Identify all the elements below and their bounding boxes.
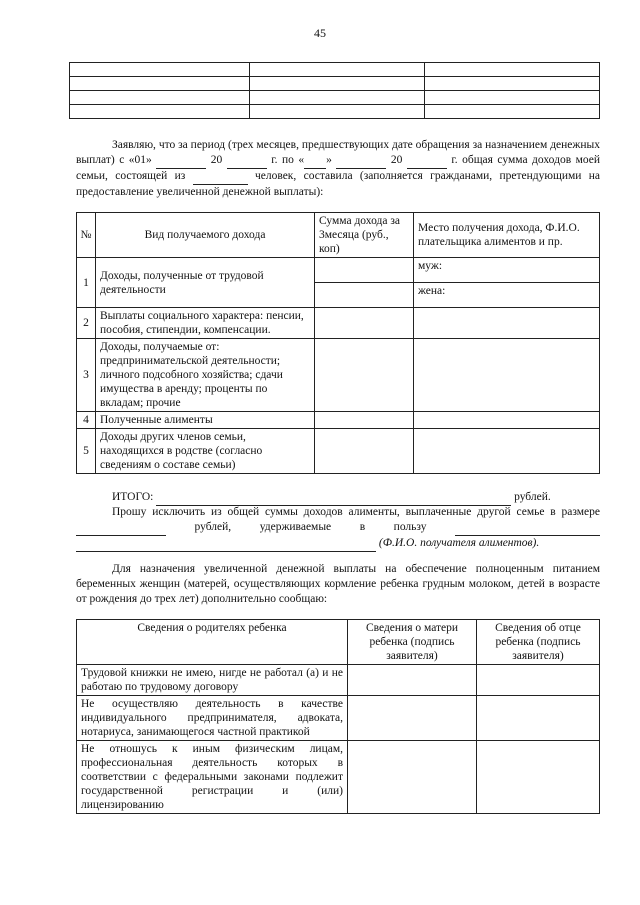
row-income-type: Выплаты социального характера: пенсии, пособия, стипендии, компенсации. bbox=[96, 308, 315, 339]
continuation-table bbox=[69, 62, 600, 119]
amount-cell[interactable] bbox=[315, 412, 414, 429]
date-from-day-field[interactable] bbox=[156, 153, 206, 169]
header-income-source: Место получения дохода, Ф.И.О. плательщика алиментов и пр. bbox=[414, 213, 600, 258]
parents-row-label: Не осуществляю деятельность в качестве индивидуального предпринимателя, адвоката, нотариуса, занимающегося частной практикой bbox=[77, 696, 348, 741]
parents-row-label: Не отношусь к иным физическим лицам, профессиональная деятельность которых в соответствии с федеральными законами подлежит государственной регистрации и (или) лицензированию bbox=[77, 741, 348, 814]
source-cell[interactable] bbox=[414, 308, 600, 339]
mother-signature-cell[interactable] bbox=[348, 696, 477, 741]
additional-paragraph: Для назначения увеличенной денежной выплаты на обеспечение полноценным питанием беременных женщин (матерей, осуществляющих кормление ребенка грудным молоком, детей в возрасте от рождения до трех лет) дополнительно сообщаю: bbox=[76, 563, 600, 605]
page-number: 45 bbox=[314, 26, 326, 40]
alimony-recipient-field[interactable] bbox=[455, 520, 600, 536]
amount-cell[interactable] bbox=[315, 283, 414, 308]
header-mother-info: Сведения о матери ребенка (подпись заявителя) bbox=[348, 620, 477, 665]
row-number: 1 bbox=[77, 258, 96, 308]
wife-source-cell[interactable]: жена: bbox=[414, 283, 600, 308]
row-number: 2 bbox=[77, 308, 96, 339]
family-size-field[interactable] bbox=[193, 169, 248, 185]
row-number: 4 bbox=[77, 412, 96, 429]
amount-cell[interactable] bbox=[315, 339, 414, 412]
row-income-type: Доходы других членов семьи, находящихся в родстве (согласно сведениям о составе семьи) bbox=[96, 429, 315, 474]
total-line bbox=[112, 490, 600, 506]
header-number: № bbox=[77, 213, 96, 258]
row-number: 5 bbox=[77, 429, 96, 474]
total-unit: рублей. bbox=[514, 491, 551, 503]
amount-cell[interactable] bbox=[315, 308, 414, 339]
alimony-amount-field[interactable] bbox=[76, 520, 166, 536]
row-income-type: Полученные алименты bbox=[96, 412, 315, 429]
total-field[interactable] bbox=[156, 490, 511, 506]
row-income-type: Доходы, получаемые от: предпринимательской деятельности; личного подсобного хозяйства; сдачи имущества в аренду; проценты по вкладам; прочие bbox=[96, 339, 315, 412]
header-parents-info: Сведения о родителях ребенка bbox=[77, 620, 348, 665]
date-to-year-field[interactable] bbox=[407, 153, 447, 169]
date-to-day-field[interactable] bbox=[304, 153, 326, 169]
parents-table bbox=[76, 619, 600, 814]
exclude-paragraph: Прошу исключить из общей суммы доходов алименты, выплаченные другой семье в размере рублей, удерживаемые в пользу (Ф.И.О. получателя алиментов). bbox=[76, 505, 600, 552]
source-cell[interactable] bbox=[414, 429, 600, 474]
header-income-type: Вид получаемого дохода bbox=[96, 213, 315, 258]
alimony-recipient-field-continued[interactable] bbox=[76, 536, 376, 552]
amount-cell[interactable] bbox=[315, 258, 414, 283]
date-from-year-field[interactable] bbox=[227, 153, 267, 169]
total-label: ИТОГО: bbox=[112, 491, 154, 503]
father-signature-cell[interactable] bbox=[477, 696, 600, 741]
header-father-info: Сведения об отце ребенка (подпись заявителя) bbox=[477, 620, 600, 665]
row-income-type: Доходы, полученные от трудовой деятельности bbox=[96, 258, 315, 308]
amount-cell[interactable] bbox=[315, 429, 414, 474]
source-cell[interactable] bbox=[414, 412, 600, 429]
father-signature-cell[interactable] bbox=[477, 741, 600, 814]
father-signature-cell[interactable] bbox=[477, 665, 600, 696]
date-to-month-field[interactable] bbox=[336, 153, 386, 169]
mother-signature-cell[interactable] bbox=[348, 665, 477, 696]
declaration-paragraph: Заявляю, что за период (трех месяцев, предшествующих дате обращения за назначением денежных выплат) с «01» 20 г. по « » 20 г. общая сумма доходов моей семьи, состоящей из человек, составила (заполняется гражданами, претендующими на предоставление увеличенной денежной выплаты): bbox=[76, 139, 601, 198]
mother-signature-cell[interactable] bbox=[348, 741, 477, 814]
header-income-amount: Сумма дохода за 3месяца (руб., коп) bbox=[315, 213, 414, 258]
husband-source-cell[interactable]: муж: bbox=[414, 258, 600, 283]
source-cell[interactable] bbox=[414, 339, 600, 412]
row-number: 3 bbox=[77, 339, 96, 412]
parents-row-label: Трудовой книжки не имею, нигде не работал (а) и не работаю по трудовому договору bbox=[77, 665, 348, 696]
income-table bbox=[76, 212, 600, 474]
